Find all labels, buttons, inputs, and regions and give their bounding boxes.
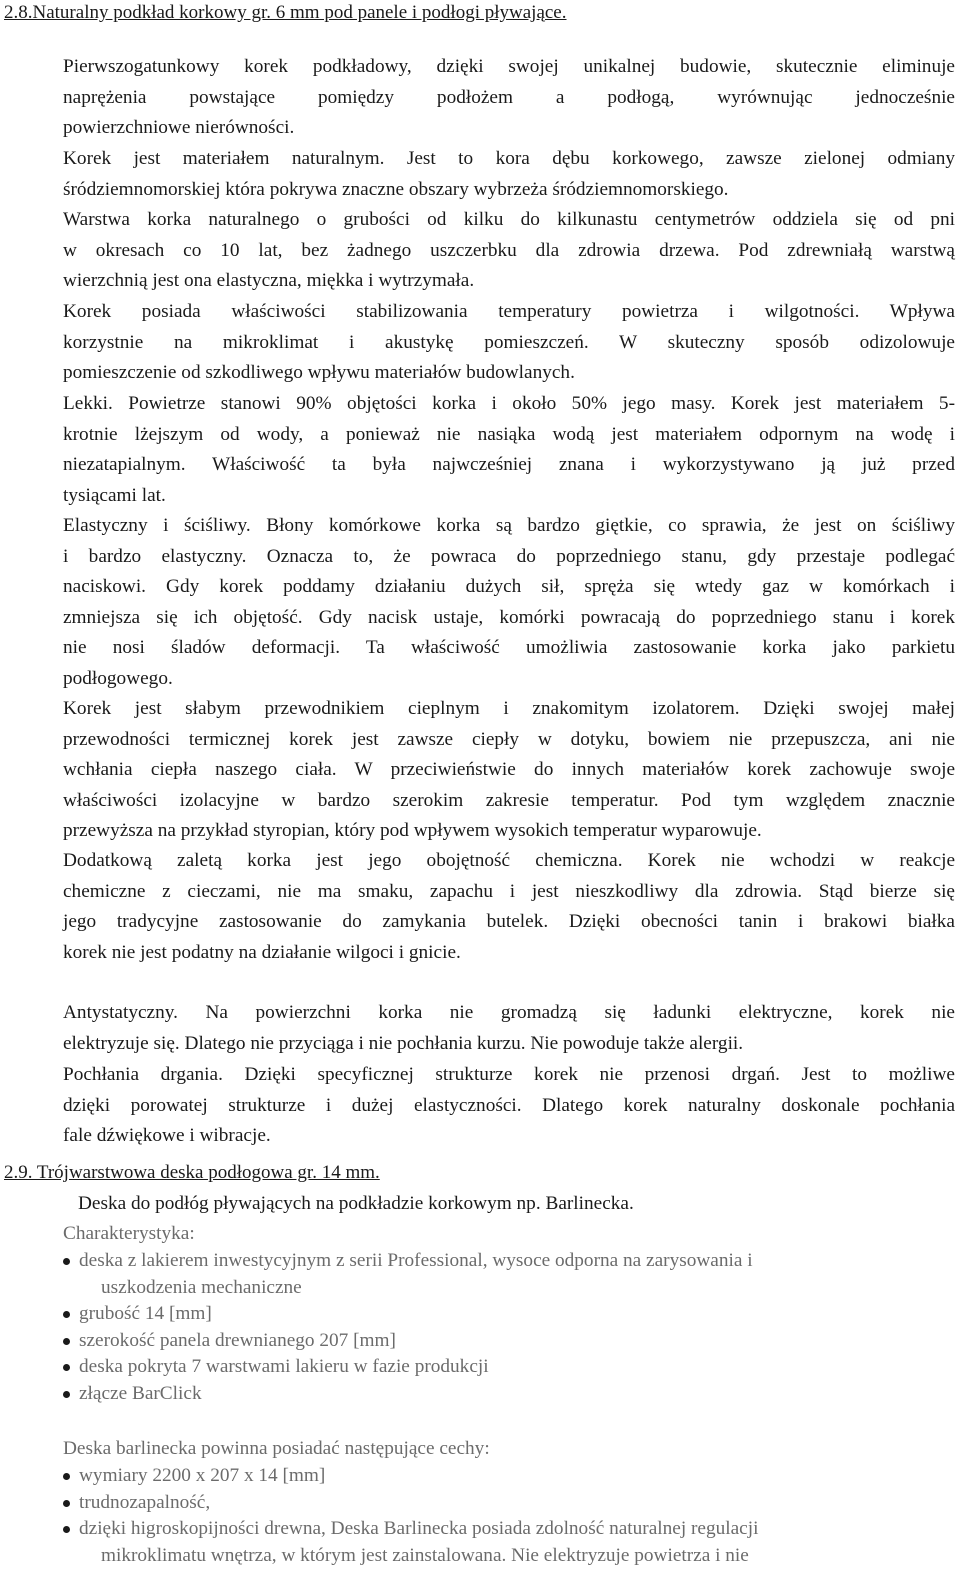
paragraph bbox=[63, 205, 955, 297]
paragraph-line: podłogowego. bbox=[63, 667, 173, 689]
paragraph-line: korek nie jest podatny na działanie wilgoci i gnicie. bbox=[63, 941, 461, 963]
paragraph-line: przewyższa na przykład styropian, który pod wpływem wysokich temperatur wyparowuje. bbox=[63, 820, 762, 841]
paragraph-line: śródziemnomorskiej która pokrywa znaczne obszary wybrzeża śródziemnomorskiego. bbox=[63, 178, 729, 200]
paragraph-line: w okresach co 10 lat, bez żadnego uszczerbku dla zdrowia drzewa. Pod zdrewniałą warstwą bbox=[63, 239, 955, 261]
paragraph-line: Warstwa korka naturalnego o grubości od kilku do kilkunastu centymetrów oddziela się od pni bbox=[63, 209, 955, 230]
paragraph-line: przewodności termicznej korek jest zawsze ciepły w dotyku, bowiem nie przepuszcza, ani nie bbox=[63, 728, 955, 750]
paragraph-line: Pierwszogatunkowy korek podkładowy, dzięki swojej unikalnej budowie, skutecznie eliminuje bbox=[63, 56, 955, 77]
paragraph-line: właściwości izolacyjne w bardzo szerokim zakresie temperatur. Pod tym względem znacznie bbox=[63, 789, 955, 811]
paragraph-line: zmniejsza się ich objętość. Gdy nacisk ustaje, komórki powracają do poprzedniego stanu i korek bbox=[63, 606, 955, 628]
bullet-item bbox=[63, 1354, 953, 1381]
paragraph-line: Dodatkową zaletą korka jest jego obojętność chemiczna. Korek nie wchodzi w reakcje bbox=[63, 850, 955, 871]
paragraph-line: Antystatyczny. Na powierzchni korka nie gromadzą się ładunki elektryczne, korek nie bbox=[63, 1002, 955, 1023]
paragraph-line: fale dźwiękowe i wibracje. bbox=[63, 1125, 271, 1146]
requirements-list bbox=[63, 1463, 953, 1569]
paragraph-line: naprężenia powstające pomiędzy podłożem a podłogą, wyrównując jednocześnie bbox=[63, 86, 955, 108]
paragraph bbox=[63, 1060, 955, 1152]
paragraph bbox=[63, 511, 955, 694]
requirements-label: Deska barlinecka powinna posiadać następujące cechy: bbox=[63, 1438, 490, 1459]
bullet-text: uszkodzenia mechaniczne bbox=[101, 1276, 302, 1298]
paragraph bbox=[63, 144, 955, 205]
bullet-item bbox=[63, 1248, 953, 1301]
paragraph bbox=[63, 694, 955, 847]
paragraph-line: dzięki porowatej strukturze i dużej elastyczności. Dlatego korek naturalny doskonale pochłania bbox=[63, 1094, 955, 1116]
paragraph-line: wierzchnią jest ona elastyczna, miękka i wytrzymała. bbox=[63, 270, 475, 291]
paragraph-line: wchłania ciepła naszego ciała. W przeciwieństwie do innych materiałów korek zachowuje swoje bbox=[63, 759, 955, 780]
bullet-text: wymiary 2200 x 207 x 14 [mm] bbox=[79, 1465, 326, 1486]
bullet-item bbox=[63, 1328, 953, 1355]
paragraph-line: Elastyczny i ściśliwy. Błony komórkowe korka są bardzo giętkie, co sprawia, że jest on ściśliwy bbox=[63, 515, 955, 536]
paragraph-line: Korek posiada właściwości stabilizowania temperatury powietrza i wilgotności. Wpływa bbox=[63, 301, 955, 322]
bullet-icon bbox=[63, 1338, 70, 1345]
bullet-text: złącze BarClick bbox=[79, 1382, 202, 1404]
paragraph bbox=[63, 52, 955, 144]
paragraph-line: niezatapialnym. Właściwość ta była najwcześniej znana i wykorzystywano ją już przed bbox=[63, 454, 955, 475]
section-heading: 2.9. Trójwarstwowa deska podłogowa gr. 14 mm. bbox=[4, 1162, 380, 1183]
paragraph bbox=[63, 998, 955, 1059]
section-heading: 2.8.Naturalny podkład korkowy gr. 6 mm pod panele i podłogi pływające. bbox=[4, 2, 567, 23]
bullet-icon bbox=[63, 1258, 70, 1265]
paragraph-line: Lekki. Powietrze stanowi 90% objętości korka i około 50% jego masy. Korek jest materiałem 5- bbox=[63, 393, 955, 414]
paragraph-line: pomieszczenie od szkodliwego wpływu materiałów budowlanych. bbox=[63, 362, 575, 383]
bullet-icon bbox=[63, 1391, 70, 1398]
bullet-item bbox=[63, 1381, 953, 1408]
paragraph-line: i bardzo elastyczny. Oznacza to, że powraca do poprzedniego stanu, gdy przestaje podlegać bbox=[63, 545, 955, 567]
section-subheading: Deska do podłóg pływających na podkładzie korkowym np. Barlinecka. bbox=[78, 1193, 634, 1214]
bullet-text: dzięki higroskopijności drewna, Deska Barlinecka posiada zdolność naturalnej regulacji bbox=[79, 1518, 759, 1539]
characteristics-label: Charakterystyka: bbox=[63, 1223, 195, 1244]
bullet-item bbox=[63, 1463, 953, 1490]
paragraph bbox=[63, 297, 955, 389]
paragraph-line: nie nosi śladów deformacji. Ta właściwość umożliwia zastosowanie korka jako parkietu bbox=[63, 637, 955, 658]
characteristics-list bbox=[63, 1248, 953, 1407]
paragraph-line: elektryzuje się. Dlatego nie przyciąga i nie pochłania kurzu. Nie powoduje także alergii. bbox=[63, 1032, 744, 1054]
bullet-icon bbox=[63, 1526, 70, 1533]
bullet-icon bbox=[63, 1500, 70, 1507]
paragraph-line: Korek jest słabym przewodnikiem cieplnym i znakomitym izolatorem. Dzięki swojej małej bbox=[63, 698, 955, 719]
paragraph bbox=[63, 846, 955, 968]
paragraph-line: chemiczne z cieczami, nie ma smaku, zapachu i jest nieszkodliwy dla zdrowia. Stąd bierze się bbox=[63, 880, 955, 902]
bullet-text: trudnozapalność, bbox=[79, 1491, 211, 1513]
bullet-icon bbox=[63, 1473, 70, 1480]
paragraph-line: korzystnie na mikroklimat i akustykę pomieszczeń. W skuteczny sposób odizolowuje bbox=[63, 331, 955, 353]
bullet-text: deska pokryta 7 warstwami lakieru w fazie produkcji bbox=[79, 1356, 489, 1377]
bullet-text: grubość 14 [mm] bbox=[79, 1303, 212, 1324]
paragraph-line: powierzchniowe nierówności. bbox=[63, 117, 295, 138]
bullet-text: szerokość panela drewnianego 207 [mm] bbox=[79, 1329, 396, 1351]
paragraph bbox=[63, 389, 955, 511]
bullet-item bbox=[63, 1516, 953, 1569]
paragraph-line: tysiącami lat. bbox=[63, 484, 166, 506]
paragraph-line: Pochłania drgania. Dzięki specyficznej strukturze korek nie przenosi drgań. Jest to możliwe bbox=[63, 1064, 955, 1085]
bullet-item bbox=[63, 1301, 953, 1328]
bullet-text: deska z lakierem inwestycyjnym z serii Professional, wysoce odporna na zarysowania i bbox=[79, 1250, 753, 1271]
bullet-item bbox=[63, 1490, 953, 1517]
paragraph-line: naciskowi. Gdy korek poddamy działaniu dużych sił, spręża się wtedy gaz w komórkach i bbox=[63, 576, 955, 597]
paragraph-line: krotnie lżejszym od wody, a ponieważ nie nasiąka wodą jest materiałem odpornym na wodę i bbox=[63, 423, 955, 445]
paragraph-line: Korek jest materiałem naturalnym. Jest to kora dębu korkowego, zawsze zielonej odmiany bbox=[63, 148, 955, 169]
bullet-text: mikroklimatu wnętrza, w którym jest zainstalowana. Nie elektryzuje powietrza i nie bbox=[101, 1544, 749, 1566]
bullet-icon bbox=[63, 1364, 70, 1371]
bullet-icon bbox=[63, 1311, 70, 1318]
paragraph-line: jego tradycyjne zastosowanie do zamykania butelek. Dzięki obecności tanin i brakowi białka bbox=[63, 911, 955, 932]
